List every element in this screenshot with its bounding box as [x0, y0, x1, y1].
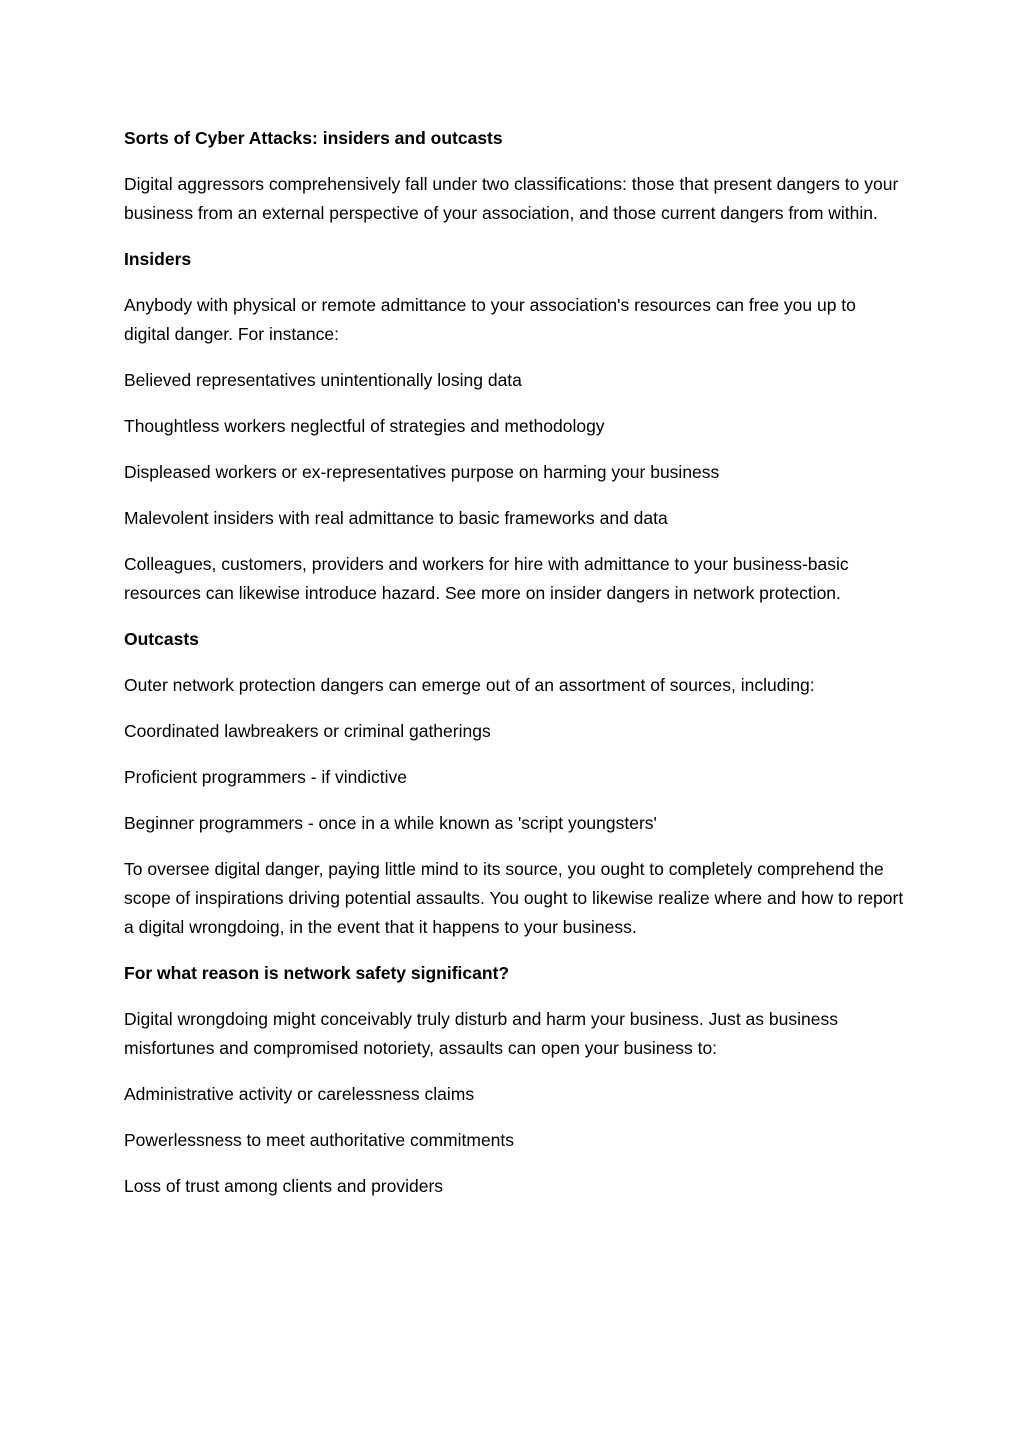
list-item: Administrative activity or carelessness claims [124, 1084, 475, 1104]
heading-outcasts: Outcasts [124, 629, 199, 649]
list-item: Powerlessness to meet authoritative commitments [124, 1130, 515, 1150]
list-item: Believed representatives unintentionally losing data [124, 370, 522, 390]
paragraph-insiders-intro: Anybody with physical or remote admittance to your association's resources can free you up to digital danger. For instance: [124, 295, 856, 344]
list-item: Proficient programmers - if vindictive [124, 767, 407, 787]
document-body [124, 124, 904, 1218]
heading-sorts-of-cyber-attacks: Sorts of Cyber Attacks: insiders and outcasts [124, 128, 503, 148]
paragraph-intro: Digital aggressors comprehensively fall under two classifications: those that present dangers to your business from an external perspective of your association, and those current dangers from within. [124, 174, 899, 223]
paragraph-network-safety-intro: Digital wrongdoing might conceivably truly disturb and harm your business. Just as business misfortunes and compromised notoriety, assaults can open your business to: [124, 1009, 838, 1058]
heading-insiders: Insiders [124, 249, 192, 269]
list-item: Beginner programmers - once in a while known as 'script youngsters' [124, 813, 657, 833]
list-item: Loss of trust among clients and providers [124, 1176, 444, 1196]
heading-network-safety: For what reason is network safety significant? [124, 963, 510, 983]
paragraph-outcasts-intro: Outer network protection dangers can emerge out of an assortment of sources, including: [124, 675, 815, 695]
list-item: Coordinated lawbreakers or criminal gatherings [124, 721, 491, 741]
list-item: Displeased workers or ex-representatives purpose on harming your business [124, 462, 720, 482]
list-item: Thoughtless workers neglectful of strategies and methodology [124, 416, 605, 436]
paragraph-insiders-summary: Colleagues, customers, providers and workers for hire with admittance to your business-basic resources can likewise introduce hazard. See more on insider dangers in network protection. [124, 554, 849, 603]
list-item: Malevolent insiders with real admittance to basic frameworks and data [124, 508, 668, 528]
paragraph-outcasts-summary: To oversee digital danger, paying little mind to its source, you ought to completely comprehend the scope of inspirations driving potential assaults. You ought to likewise realize where and how to report a digital wrongdoing, in the event that it happens to your business. [124, 859, 904, 937]
